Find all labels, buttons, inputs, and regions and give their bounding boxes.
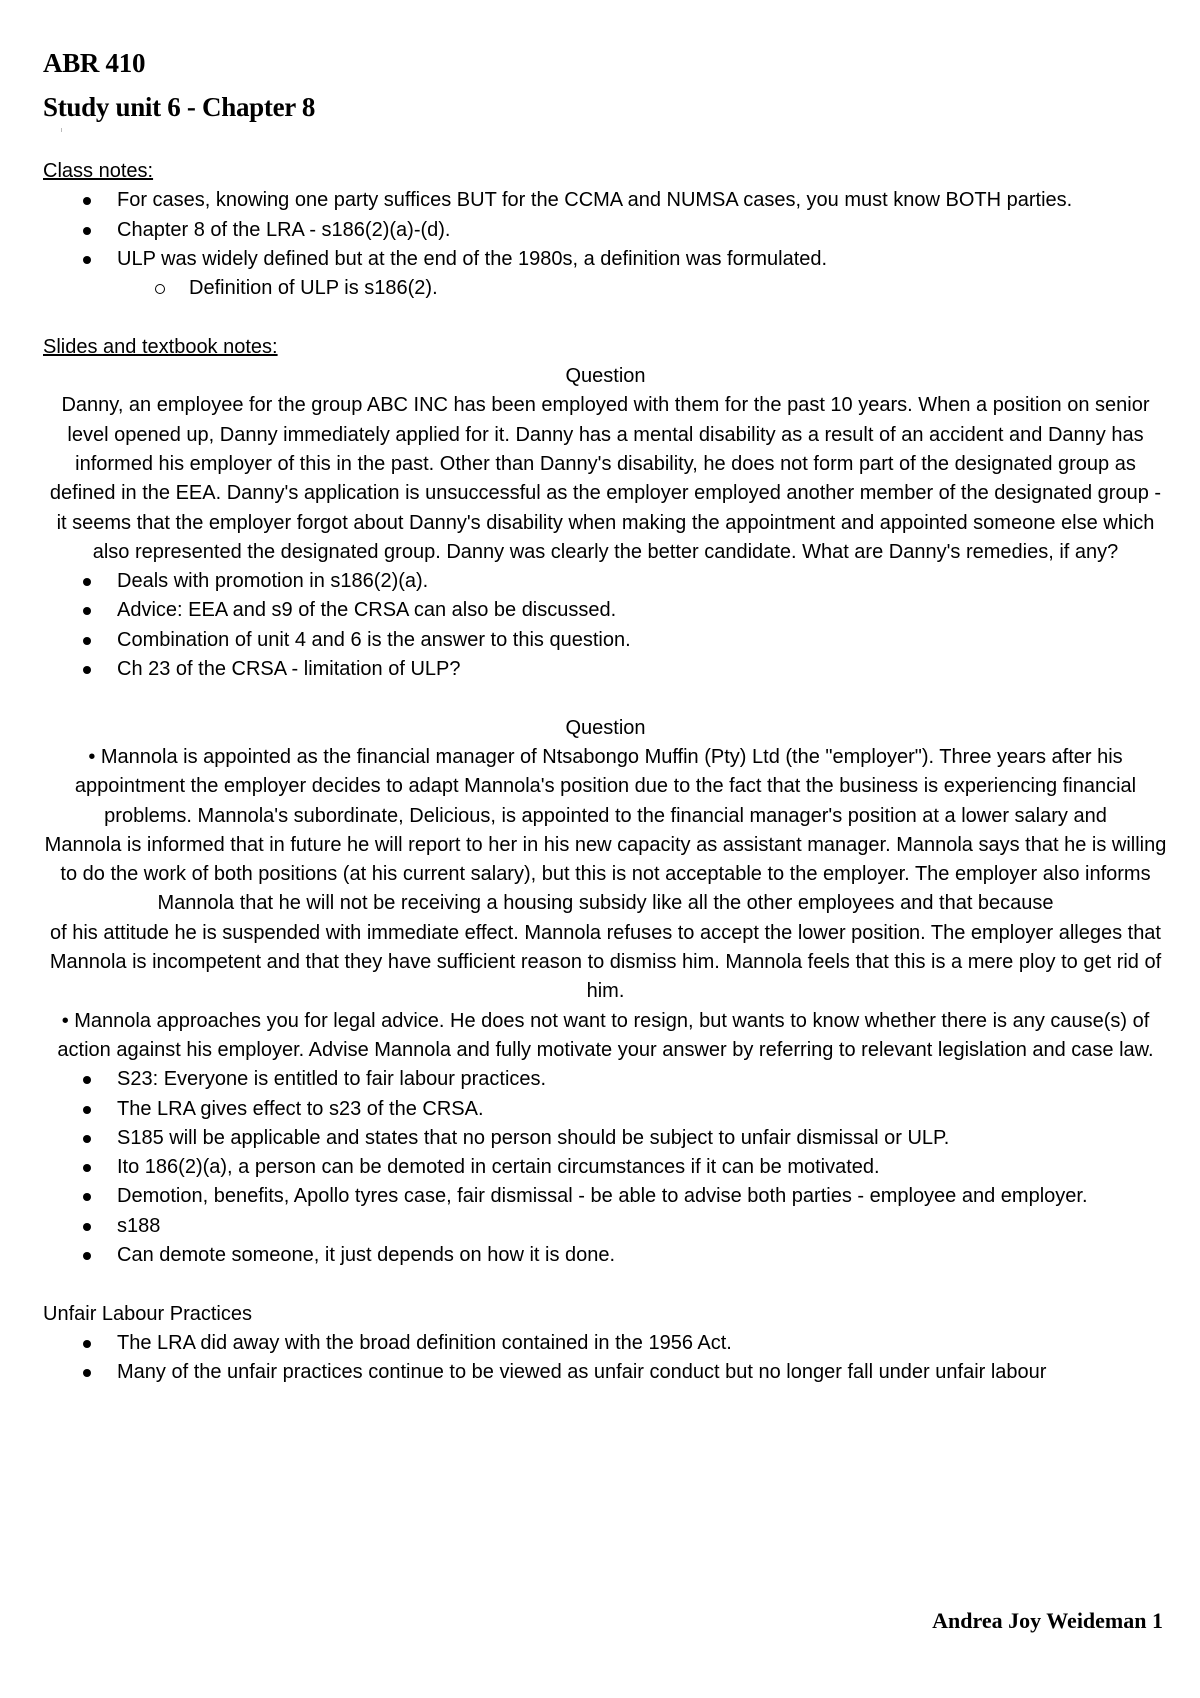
list-item: S185 will be applicable and states that no person should be subject to unfair dismissal or ULP. bbox=[43, 1124, 1168, 1153]
question-label: Question bbox=[565, 716, 646, 739]
list-item: Deals with promotion in s186(2)(a). bbox=[43, 567, 1168, 596]
ulp-list bbox=[43, 1329, 1168, 1388]
page-footer: Andrea Joy Weideman 1 bbox=[932, 1608, 1163, 1633]
list-item: Advice: EEA and s9 of the CRSA can also be discussed. bbox=[43, 596, 1168, 625]
list-item: Demotion, benefits, Apollo tyres case, fair dismissal - be able to advise both parties - employee and employer. bbox=[43, 1182, 1168, 1211]
class-notes-heading: Class notes: bbox=[43, 160, 154, 182]
list-item: Chapter 8 of the LRA - s186(2)(a)-(d). bbox=[43, 216, 1168, 245]
list-item: s188 bbox=[43, 1212, 1168, 1241]
question-label: Question bbox=[565, 365, 646, 388]
question-text: Danny, an employee for the group ABC INC has been employed with them for the past 10 years. When a position on senior level opened up, Danny immediately applied for it. Danny has a mental disability as a result of an accident and Danny has informed his employer of this in the past. Other than Danny's disability, he does not form part of the designated group as defined in the EEA. Danny's application is unsuccessful as the employer employed another member of the designated group - it seems that the employer forgot about Danny's disability when making the appointment and appointed someone else which also represented the designated group. Danny was clearly the better candidate. What are Danny's remedies, if any? bbox=[49, 394, 1162, 563]
ulp-heading: Unfair Labour Practices bbox=[43, 1302, 252, 1325]
question-paragraph: Mannola is informed that in future he will report to her in his new capacity as assistant manager. Mannola says that he is willing to do the work of both positions (at his current salary), but this is not acceptable to the employer. The employer also informs Mannola that he will not be receiving a housing subsidy like all the other employees and that because bbox=[44, 833, 1167, 915]
list-item: The LRA did away with the broad definition contained in the 1956 Act. bbox=[43, 1329, 1168, 1358]
list-item: S23: Everyone is entitled to fair labour practices. bbox=[43, 1065, 1168, 1094]
unit-title: Study unit 6 - Chapter 8 bbox=[43, 92, 316, 122]
list-item: For cases, knowing one party suffices BUT for the CCMA and NUMSA cases, you must know BOTH parties. bbox=[43, 186, 1168, 215]
stray-mark bbox=[61, 128, 62, 132]
list-item: The LRA gives effect to s23 of the CRSA. bbox=[43, 1095, 1168, 1124]
question-paragraph: • Mannola is appointed as the financial manager of Ntsabongo Muffin (Pty) Ltd (the "employer"). Three years after his appointment the employer decides to adapt Mannola's position due to the fact that the business is experiencing financial problems. Mannola's subordinate, Delicious, is appointed to the financial manager's position at a lower salary and bbox=[74, 745, 1137, 827]
document-body bbox=[43, 157, 1168, 1387]
list-item: Ito 186(2)(a), a person can be demoted in certain circumstances if it can be motivated. bbox=[43, 1153, 1168, 1182]
list-item: Many of the unfair practices continue to be viewed as unfair conduct but no longer fall under unfair labour bbox=[43, 1358, 1168, 1387]
list-item: Definition of ULP is s186(2). bbox=[43, 274, 1168, 303]
slides-heading: Slides and textbook notes: bbox=[43, 335, 278, 358]
list-item: ULP was widely defined but at the end of the 1980s, a definition was formulated. bbox=[43, 245, 1168, 274]
list-item: Can demote someone, it just depends on how it is done. bbox=[43, 1241, 1168, 1270]
question-paragraph: of his attitude he is suspended with immediate effect. Mannola refuses to accept the lower position. The employer alleges that Mannola is incompetent and that they have sufficient reason to dismiss him. Mannola feels that this is a mere ploy to get rid of him. bbox=[49, 921, 1162, 1003]
question-paragraph: • Mannola approaches you for legal advice. He does not want to resign, but wants to know whether there is any cause(s) of action against his employer. Advise Mannola and fully motivate your answer by referring to relevant legislation and case law. bbox=[57, 1009, 1154, 1061]
class-notes-sublist bbox=[43, 274, 1168, 303]
course-title: ABR 410 bbox=[43, 48, 146, 78]
list-item: Ch 23 of the CRSA - limitation of ULP? bbox=[43, 655, 1168, 684]
question-1-notes bbox=[43, 567, 1168, 684]
list-item: Combination of unit 4 and 6 is the answer to this question. bbox=[43, 626, 1168, 655]
class-notes-list bbox=[43, 186, 1168, 274]
question-2-notes bbox=[43, 1065, 1168, 1270]
